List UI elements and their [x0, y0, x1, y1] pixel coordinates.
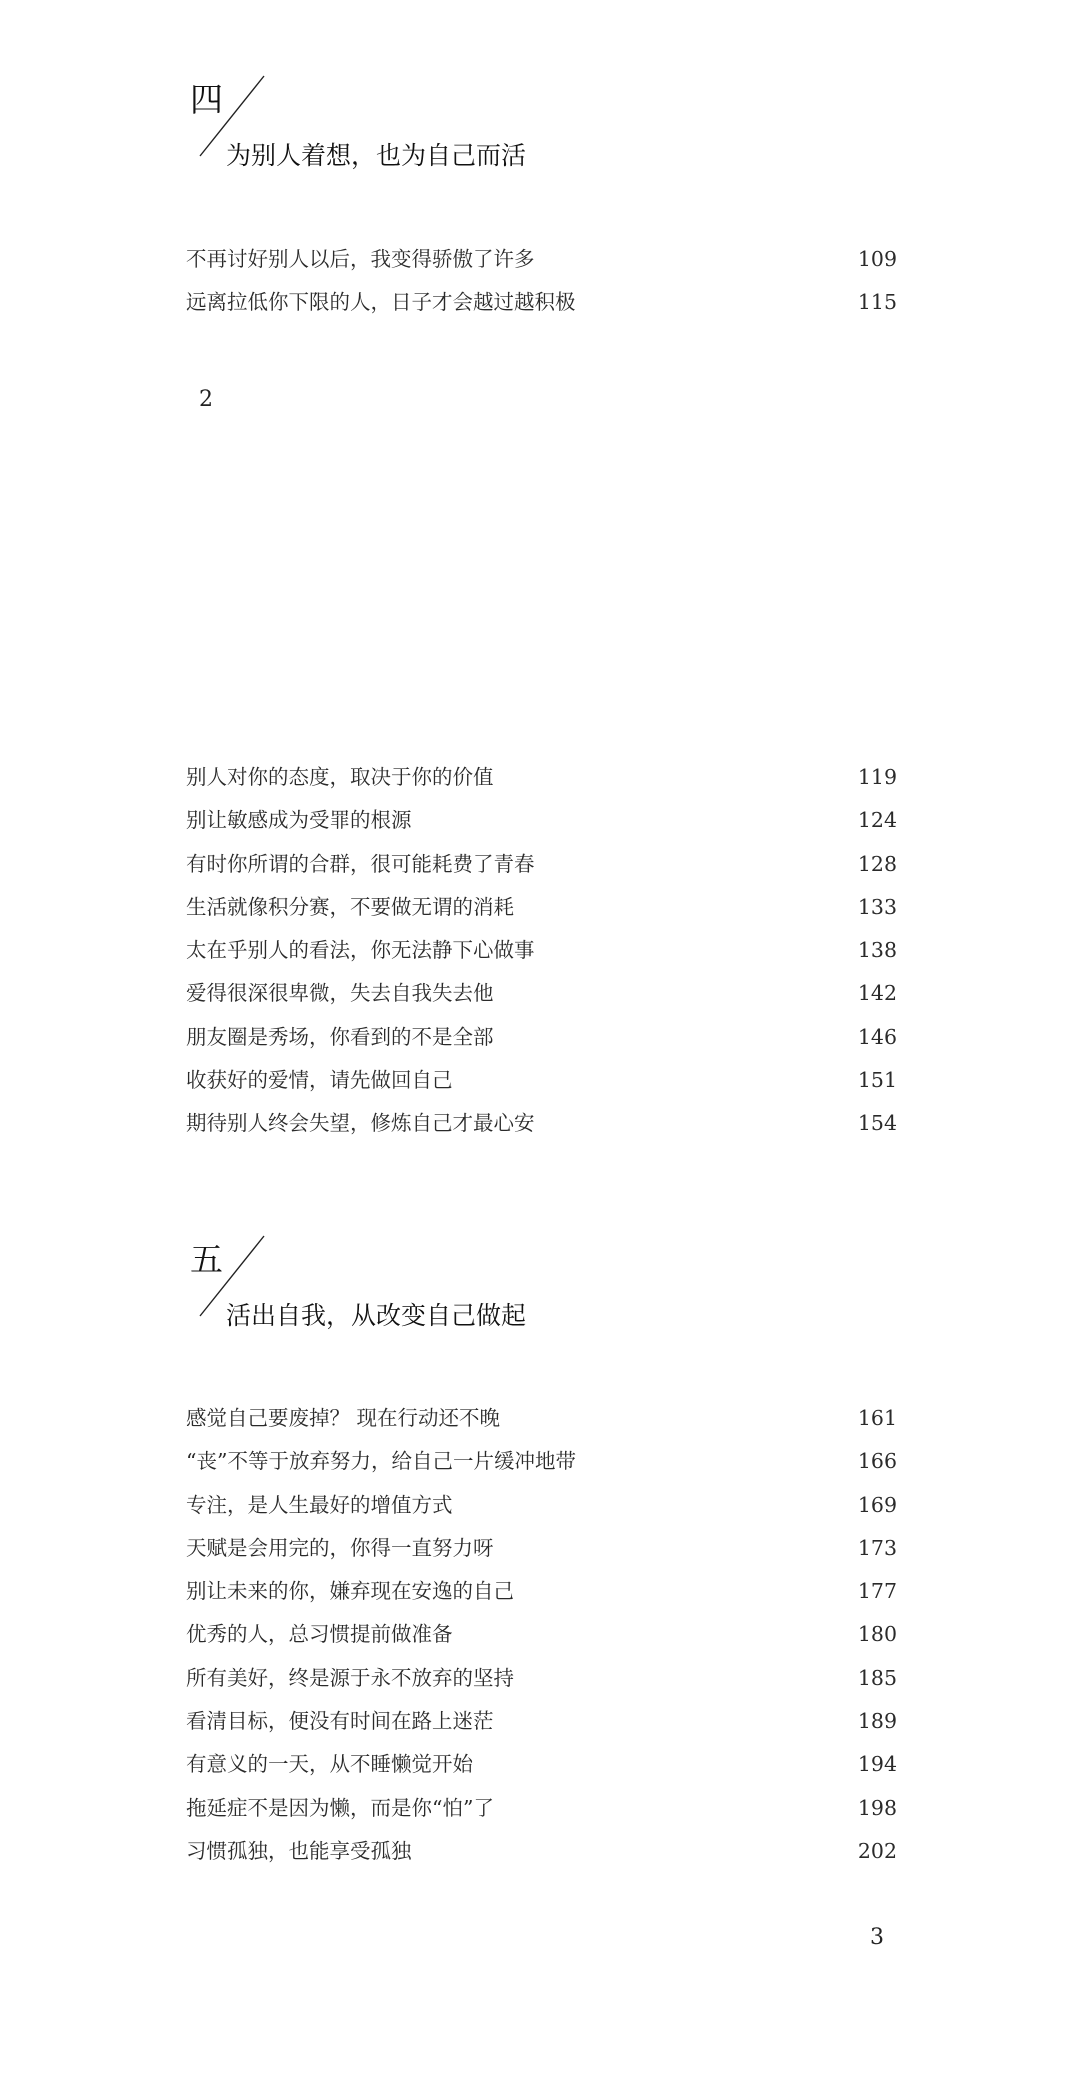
toc-entry-title: “丧”不等于放弃努力，给自己一片缓冲地带 — [186, 1449, 576, 1474]
toc-entry-page: 166 — [857, 1449, 897, 1474]
toc-entry-page: 142 — [857, 981, 897, 1006]
toc-entry[interactable] — [186, 1570, 897, 1613]
toc-entry-title: 爱得很深很卑微，失去自我失去他 — [186, 981, 494, 1006]
toc-entry-page: 151 — [857, 1068, 897, 1093]
toc-entry-title: 期待别人终会失望，修炼自己才最心安 — [186, 1111, 535, 1136]
toc-entry-title: 所有美好，终是源于永不放弃的坚持 — [186, 1665, 514, 1690]
toc-entry[interactable] — [186, 756, 897, 799]
toc-entry-title: 有时你所谓的合群，很可能耗费了青春 — [186, 851, 535, 876]
toc-entry-title: 远离拉低你下限的人，日子才会越过越积极 — [186, 290, 576, 315]
toc-list-section-5 — [186, 1397, 897, 1873]
section-title: 为别人着想，也为自己而活 — [226, 141, 527, 170]
toc-entry[interactable] — [186, 1527, 897, 1570]
toc-entry[interactable] — [186, 1484, 897, 1527]
toc-entry-page: 154 — [857, 1111, 897, 1136]
toc-entry-page: 173 — [857, 1535, 897, 1560]
toc-entry-page: 177 — [857, 1579, 897, 1604]
toc-entry-page: 133 — [857, 894, 897, 919]
toc-entry[interactable] — [186, 1397, 897, 1440]
section-number: 四 — [190, 80, 223, 119]
toc-entry-title: 专注，是人生最好的增值方式 — [186, 1492, 453, 1517]
section-header-5 — [186, 1240, 746, 1350]
section-number: 五 — [190, 1240, 223, 1279]
toc-entry-title: 感觉自己要废掉？ 现在行动还不晚 — [186, 1406, 501, 1430]
toc-entry-page: 138 — [857, 938, 897, 963]
toc-entry[interactable] — [186, 1657, 897, 1700]
toc-entry-page: 202 — [857, 1838, 897, 1863]
toc-entry-title: 朋友圈是秀场，你看到的不是全部 — [186, 1024, 494, 1049]
toc-list-section-4 — [186, 238, 897, 325]
toc-entry-title: 天赋是会用完的，你得一直努力呀 — [186, 1535, 494, 1560]
toc-entry-title: 看清目标，便没有时间在路上迷茫 — [186, 1709, 494, 1734]
toc-entry[interactable] — [186, 281, 897, 324]
toc-entry[interactable] — [186, 843, 897, 886]
toc-entry[interactable] — [186, 1700, 897, 1743]
section-title: 活出自我，从改变自己做起 — [226, 1301, 527, 1330]
toc-entry-page: 115 — [857, 290, 897, 315]
toc-entry[interactable] — [186, 1440, 897, 1483]
toc-entry-page: 124 — [857, 808, 897, 833]
toc-entry[interactable] — [186, 1613, 897, 1656]
toc-entry-title: 别人对你的态度，取决于你的价值 — [186, 765, 494, 789]
page-number: 3 — [870, 1925, 884, 1950]
toc-entry[interactable] — [186, 799, 897, 842]
page-number: 2 — [199, 387, 213, 412]
toc-entry[interactable] — [186, 886, 897, 929]
toc-entry[interactable] — [186, 1787, 897, 1830]
toc-entry[interactable] — [186, 1016, 897, 1059]
toc-entry-page: 109 — [857, 247, 897, 271]
toc-list-section-4-continued — [186, 756, 897, 1146]
toc-entry-title: 不再讨好别人以后，我变得骄傲了许多 — [186, 247, 535, 271]
toc-entry-page: 194 — [857, 1752, 897, 1777]
toc-entry-title: 优秀的人，总习惯提前做准备 — [186, 1622, 453, 1647]
toc-entry[interactable] — [186, 238, 897, 281]
toc-entry[interactable] — [186, 1102, 897, 1145]
toc-entry-title: 别让未来的你，嫌弃现在安逸的自己 — [186, 1579, 514, 1604]
toc-entry-title: 太在乎别人的看法，你无法静下心做事 — [186, 938, 535, 963]
toc-entry-title: 拖延症不是因为懒，而是你“怕”了 — [186, 1795, 494, 1820]
toc-entry-page: 128 — [857, 851, 897, 876]
toc-entry[interactable] — [186, 929, 897, 972]
toc-entry[interactable] — [186, 1743, 897, 1786]
toc-entry-page: 169 — [857, 1492, 897, 1517]
toc-entry-page: 189 — [857, 1709, 897, 1734]
toc-entry-title: 收获好的爱情，请先做回自己 — [186, 1068, 453, 1093]
toc-entry[interactable] — [186, 972, 897, 1015]
toc-entry-title: 习惯孤独，也能享受孤独 — [186, 1838, 412, 1863]
toc-entry-title: 生活就像积分赛，不要做无谓的消耗 — [186, 894, 514, 919]
toc-entry-page: 180 — [857, 1622, 897, 1647]
toc-entry[interactable] — [186, 1059, 897, 1102]
section-header-4 — [186, 80, 746, 190]
toc-entry-title: 别让敏感成为受罪的根源 — [186, 808, 412, 833]
toc-entry-page: 185 — [857, 1665, 897, 1690]
toc-entry-page: 119 — [857, 765, 897, 789]
toc-entry-page: 161 — [857, 1406, 897, 1430]
toc-entry-page: 198 — [857, 1795, 897, 1820]
toc-entry[interactable] — [186, 1830, 897, 1873]
toc-entry-page: 146 — [857, 1024, 897, 1049]
toc-entry-title: 有意义的一天，从不睡懒觉开始 — [186, 1752, 473, 1777]
